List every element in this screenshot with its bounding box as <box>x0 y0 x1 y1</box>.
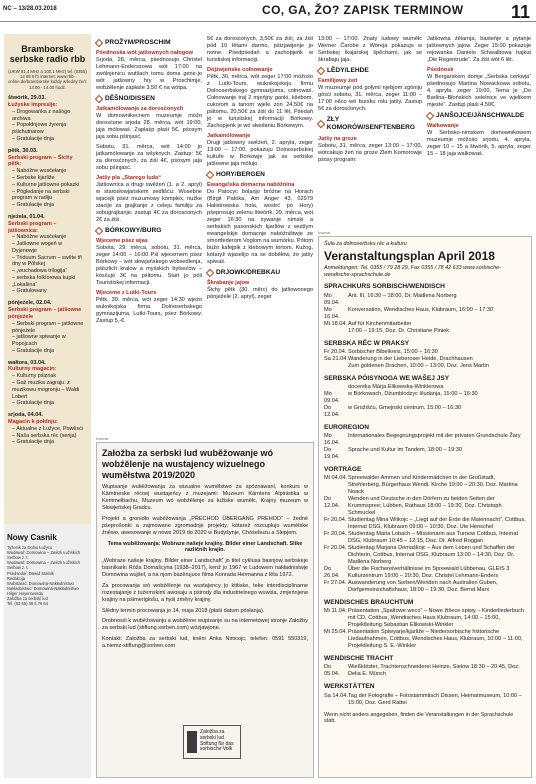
vl-schedule <box>324 283 526 706</box>
vl-event-date: Mo 16.04. <box>324 433 340 447</box>
event-text: 5€ za dorosćonych, 3,50€ za źiśi, za źiśi pód 10 lětami darmo, pśizjawjenje jo notne. Pśedpśedań a zachopjeńk w turistiskej informaciji. <box>207 36 313 63</box>
section-heading <box>96 39 202 47</box>
impressum-line: Wudawaŕ: Domowina – Zwězk Łužiskich Serbow z. t. <box>7 560 81 571</box>
impressum-line: Załožba za serbski lud <box>7 596 48 602</box>
vl-event-row <box>324 391 526 405</box>
vl-group-heading: WENDISCHES BRAUCHTUM <box>324 599 414 607</box>
radio-program: Kulturny magacin: <box>8 366 57 373</box>
vl-event-date: Mi 18.04. <box>324 320 348 327</box>
radio-item: – Nabóžne wusćełanje <box>12 234 67 241</box>
section-marker-icon <box>426 112 434 120</box>
logo-text: Załožba za serbski lud Stiftung für das sorbische Volk <box>200 729 234 753</box>
event-title: Familijowy źeń <box>318 78 358 85</box>
event-text: Drugi jatšowny swěźeń, 2. apryla, zeger 13:00 – 17:00, pokazuju Dolnoserbskiej kultuře w Bórkowje jak se serbske jatšowne jaja mólujo. <box>207 139 313 167</box>
vl-event-text: Tag der Fotografie – Fotostammtisch Dissen, Heimatmuseum, 10:00 – 15:00, Doz. Gerd Rattei <box>348 692 522 706</box>
vl-event-row <box>324 517 526 531</box>
vl-event-date: Mi 04.04. <box>324 475 348 482</box>
vl-event-text: Ant. III, 16:30 – 18:00, Dr. Madlena Norberg <box>348 292 457 299</box>
vl-event-text: w Bórkowach, Dźumblodzyc šludanja, 15:00 – 16:30 <box>348 390 478 397</box>
vl-event-date: Do 12.04. <box>324 496 340 510</box>
radio-frequency: (UKW 91,4 MHz a 100,1 MHz) tel. (0355) 14 99 671 internet: www.rbb-online.de/bramborske kuždy wšedny źeń: 13.00 - 14.00 hodź. <box>8 68 87 90</box>
event-title: Pśednosk <box>427 66 454 73</box>
vl-event-date: Do 26.04. <box>324 566 340 580</box>
vl-event-row <box>324 693 526 707</box>
ad-paragraph: Slědny termin procowanja jo 14. maja 2018 (płaśi datum pósłanja). <box>102 607 265 614</box>
vl-event-text: docentka Márja Elikowska-Winklerowa <box>348 384 444 390</box>
event-text: Sobota, 29. měrca, sobotu, 31. měrca, zeger 14:00 – 16:00 Pśi wjecernem pśez Bórkowy – wót słowjańskego wobsedlenja, pśiszlich kralow a myśskich bytosćow – kósćujo 3€ na pśitomu. Start jo póli Touristiskej informacji. <box>96 245 202 287</box>
event-text: Do Patocyc bolanjo bróźne na Horach (Birgit Patoka, Am Anger 43, 02979 Halistrowska hola, wostrć pó Hory) pśeprosujo zelenu štwórtk, 29. měrca, wót zeger 16:30 na sywanje nimski a serbskich pasonskich kjarliów z wutšym ewangelskje domacnje nabóźništwje ze smortfederom Voglom na wumórku. Pótom bužo kafejpik z klebowym tortom. Kužog, kótaryž wjaselijo na se doběłów, źo jatšy spiwaś. <box>207 188 314 265</box>
radio-program: Serbski program – jatšownica: <box>8 220 57 234</box>
event-title: Pśednoska wót jatšownych nałogow <box>96 50 193 57</box>
section-title: JANŠOJCE/JÄNSCHWALDE <box>436 111 525 119</box>
vl-event-text: Wießklöster, Trachtenschneiderei Heinze, Sielow 18:30 – 20:45, Doz. Delia E. Münch <box>348 664 520 678</box>
radio-item: – jatšowne spiwanje w Popojcach <box>12 334 66 347</box>
vl-event-text: Präsentation „Spaltowe weco“ – Nowe žišece spiwy – Kinderliederbuch mit CD, Cottbus, Wendisches Haus Klubraum, 14:00 – 15:00, Projektleitung Sebastian Elikowski-Winkler <box>348 608 524 629</box>
vl-event-text: Spreewälder Ammen und Kindermädchen in der Großstadt, Strehlerberg, Bürgerhaus Wendi. Kirche 19:00 – 20:30, Doz. Martina Noack <box>348 475 518 496</box>
event-text: Šichy pětk (30. měrc) do jatšowonego pónjeźele (2. apryl), zeger <box>207 286 313 300</box>
section-marker-icon <box>95 95 103 103</box>
event-text: Pětk, 30. měrca, wót zeger 17:00 móžośo z Lutki-Tours, wuknikojskeju firmu Dolnoserbskego gymnazijuma, cołnowaś. Cołnowanje traj 2 mjeńjny ganki, kšebom, cukorom a tanom wjele zon 24,50€ na pśitomu, 20,50€ za źiśi do 11 lět. Pśedań jo w turistiskej informaciji Bórkowy. Zachopjeńk je wó słwołaniu Bórkowym. <box>207 73 313 129</box>
section-heading <box>427 112 531 120</box>
radio-item: – Kulturne jatšowne pokazki <box>12 181 80 188</box>
vl-event-text: Wenden und Deutsche in den Dörfern zu beiden Seiten der Krummspree; Lübben, Rathaus 18:00 – 19:30, Doz. Christoph Schmuckel <box>348 496 502 517</box>
impressum-title: Nowy Casnik <box>7 533 57 542</box>
vl-event-row <box>324 328 526 335</box>
radio-item: – Popołdnjowe źyrenja pśichutnarow <box>12 122 67 136</box>
section-marker-icon <box>95 39 103 47</box>
impressum-line: Redakcija <box>7 575 25 581</box>
vl-group-heading: WERKSTÄTTEN <box>324 683 375 691</box>
vl-event-text: Sprache und Kultur im Tandem, 18:00 – 19:30 <box>348 447 463 454</box>
impressum-line: Tel. (03 55) 48 5 76 64 <box>7 601 48 607</box>
radio-item: – Kulturny pśiznak <box>12 373 57 380</box>
vl-event-row <box>324 580 526 594</box>
ad-body <box>102 484 308 650</box>
vl-event-date: Mo 09.04. <box>324 292 340 306</box>
radio-item: – Gratulacije dnja <box>12 202 54 208</box>
section-heading <box>96 95 202 103</box>
event-text: 13:00 – 17:00. Znaty ludowy wuměłc Werner Čarobe z Wóreja pokazujo w Serbskej tkajarskej špěcharni, jak se škrabaju jaja. <box>318 36 422 63</box>
event-text: Pětk, 30. měrca, wót zeger 14:30 wjeźo wuknikojska firma Dolnoserbskego gymnazijuma, Lutki-Tours, pśez Bórkowy. Zastup 5,-€. <box>96 297 202 325</box>
impressum-line: Wobstarać: Domowina-Nakładnistwo <box>7 580 74 586</box>
ad-paragraph: „Wobraze našeje krajiny. Bilder einer Landschaft“ jo titel cyklusa basnjow serbskeje basnikarki Róža Domašcyna (1938–2017), kenž jo 1967 w Ludowem nakładnistwje Domowina wujšeł, a na njom bazěrujuce filma Konrada Hermanna z lěta 1972. <box>102 558 308 579</box>
vl-event-date: Sa 14.04. <box>324 692 348 699</box>
vl-event-row <box>324 475 526 496</box>
ad-paragraph: Kontakt: Załožba za serbski lud, kněni Anka Nimcojc, telefon: 0591 550319, a.niemz-stiftung@sorben.com <box>102 636 308 650</box>
event-title: Jatšy pla „Starego luda“ <box>96 175 161 182</box>
radio-item: – Jatšowne wogeń w Dyjenowje <box>12 241 63 254</box>
impressum-line: Tyźenik za Dolnu Łužycu <box>7 545 53 550</box>
radio-item: – Serbske kjarliže <box>12 175 55 181</box>
radio-title: Bramborske serbske radio rbb <box>9 44 86 65</box>
events-column-2 <box>207 36 313 304</box>
vl-event-text: Über die Fischereiverhältnisse im Spreewald Lübbenau, GLEIS 3 Kulturzentrum 19:00 – 20:30, Doz. Christel Lehmann-Enders <box>348 566 510 580</box>
vl-event-row <box>324 566 526 580</box>
vl-event-text: Studientag Mina Witkojc – „Liegt auf der Erde die Maiennacht“, Cottbus, Internat DSG, Klubraum 09:00 – 10:30, Doz. Ute Henschel <box>348 517 526 531</box>
issue-number: NC – 13/28.03.2018 <box>3 6 57 12</box>
radio-item: – Gratulacije dnja <box>12 439 54 446</box>
section-heading <box>318 67 422 75</box>
left-sidebar <box>4 34 91 778</box>
impressum-line: Nakładnistwo: Domowina-Nakładnistwo <box>7 585 79 591</box>
impressum-line: Pśedsedaŕ: Dawid Statnik <box>7 570 54 576</box>
section-marker-icon <box>317 67 325 75</box>
vl-event-row <box>324 405 526 419</box>
radio-item: – Naša serbska rěc (serija) <box>12 432 77 439</box>
section-title: PROŽYM/PROSCHIM <box>105 39 171 46</box>
vl-event-row <box>324 349 526 356</box>
vl-event-date: Do 19.04. <box>324 447 340 461</box>
vl-event-row <box>324 608 526 629</box>
section-marker-icon <box>95 227 103 235</box>
vl-event-date: Fr 20.04. <box>324 517 347 524</box>
ad-title: Załožba za serbski lud wuběžowanje wó wobźělenje na wustajency wizuelnego wuměłstwa 2019/2020 <box>102 448 274 480</box>
ad-paragraph: Projekt a gronidło wuběžowanja „PŘECHOD ÜBERGANG PREHOD“ – žedné pśeprošonki a zajmowane zgromadnje projekty, kótarež rozcuplujo wuměłske žněwo, awesowanje w nowe 2019 do 2020 w Budyšynje, Chóśebuzu a Slepjem. <box>102 515 308 536</box>
vl-event-text: Studientag Marjana Domaškojc – Aus dem Leben und Schaffen der Dichterin, Cottbus, Internat DSG, Klubraum 13:00 – 14:30, Doz. Dr. Madlena Norberg <box>348 545 515 566</box>
vl-event-row <box>324 321 526 328</box>
vl-event-text: Auf für Kirchenmitarbeiter <box>348 320 412 327</box>
ad-paragraph: Tema wuběžowanja: Wobraze našeje krajiny. Bilder einer Landschaft. Slike različnih krajin. <box>107 540 303 554</box>
event-title: Wjeceme z Lutki-Tours <box>96 290 157 297</box>
impressum-lines <box>7 545 88 606</box>
vl-event-text: Auswanderung von Sorben/Wenden nach Australien Guben, Dorfgemeinschaftshaus, 18:00 – 19:30, Doz. Bernd Marx <box>348 580 498 594</box>
foundation-logo <box>183 725 241 759</box>
section-heading <box>207 269 313 277</box>
radio-box <box>4 34 91 524</box>
vl-group-heading: EUROREGION <box>324 423 370 431</box>
section-title: ZŁY KOMORÓW/SENFTENBERG <box>326 116 416 132</box>
vl-group-heading: SPRACHKURS SORBISCH/WENDISCH <box>324 283 445 291</box>
vl-event-row <box>324 531 526 545</box>
vl-label: Inserat <box>318 230 331 235</box>
vl-contact: Anmeldungen: Tel. 0355 / 79 28 29, Fax 0355 / 78 42 633 www.sorbische-wendische-sprachschule.de <box>324 264 501 278</box>
events-column-1 <box>96 36 202 328</box>
ad-paragraph: Drobnosći k wuběžowanju a wobźěrne wupisanje su na internetowej stronje Załožby za serbski lud (stiftung.sorben.com) wózjawjone. <box>102 618 308 632</box>
radio-item: – Serbski program – jatšowne pónjeźele <box>12 320 84 334</box>
ad-label: Inserat <box>96 436 109 441</box>
vl-event-text: Konversation, Wendisches Haus, Klubraum, 16:00 – 17:30 <box>348 306 494 313</box>
vl-event-date: Do 12.04. <box>324 404 340 418</box>
radio-item: – Drogowańka z našogo archiwa <box>12 108 71 122</box>
radio-item: – Gratulacije dnja <box>12 347 54 354</box>
event-text: W Serbsko-nimskem domownikowem muzeumje móžośo srjodu, 4. apryla, zeger 10 – 15 a štwórtk, 5. apryla, zeger 15 – 18 jaja walkowaś. <box>427 130 531 158</box>
radio-program: Łužyske impresije: <box>8 102 58 108</box>
radio-item: – Gratulacije dnja <box>12 400 54 407</box>
impressum <box>4 530 91 778</box>
vl-event-date: Do 05.04. <box>324 664 340 678</box>
vl-event-text: Sorbischer Bibelkreis, 15:00 – 16:30 <box>348 348 438 355</box>
vl-event-date: Mi 11.04. <box>324 608 347 615</box>
radio-day: pónjeźele, 02.04. <box>8 300 52 307</box>
radio-day: pětk, 30.03. <box>8 147 38 154</box>
vl-event-text: w Grožišću, Gmejnski centrum, 15:00 – 16:30 <box>348 404 462 411</box>
section-heading <box>96 227 202 235</box>
event-text: W domownikecnem muzeumje móžo dorosćone srjoda 28. měrca, wót 19:00, jaja mólowaś. Zaplaśp płaśi 5€, pśosym jaja sobu pśinjasć. <box>96 113 202 141</box>
radio-day: wałtora, 03.04. <box>8 359 46 366</box>
vl-event-date <box>324 328 348 335</box>
vl-event-date <box>324 384 348 391</box>
radio-item: – Gratulacije dnja <box>12 135 54 142</box>
events-column-4 <box>427 36 531 161</box>
radio-schedule <box>8 95 87 446</box>
section-marker-icon <box>206 269 214 277</box>
vl-group-heading: SERBSKA RĚC W PRAKSY <box>324 339 410 347</box>
section-title: LĚDY/LEHDE <box>327 66 369 74</box>
vl-event-row <box>324 307 526 321</box>
vl-event-date: Fr 20.04. <box>324 545 347 552</box>
event-title: Škrabanje jajow <box>207 280 250 286</box>
radio-day: štwórtk, 29.03. <box>8 95 46 102</box>
vl-event-row <box>324 293 526 307</box>
radio-item: – Triduum Sacrum – swěte tři dny w Pólskej <box>12 254 83 268</box>
radio-program: Serbski program – jatšowne pónjeźele <box>8 307 82 320</box>
vl-group-heading: SERBSKA PÓISYNOGA WE WAŠEJ JSY <box>324 374 450 382</box>
vl-footnote: Wenn nicht anders angegeben, finden die Veranstaltungen in der Sprachschule statt. <box>324 711 514 725</box>
vl-event-row <box>324 447 526 461</box>
vl-organisation: Šula za dolnoserbsku rěc a kulturu <box>324 241 407 247</box>
radio-item: – „wuchadowa trilogija“ <box>12 268 68 275</box>
sprachschule-ad <box>318 236 532 778</box>
event-text: Jatšowna źělarnja, basteńje a pytanje jatšownych jajow. Zeger 15:00 pokazuje rejowanka Danielo Schwalbowa hajkut „Die Regentrude“. Za źiśi wót 6 lět. <box>427 36 531 63</box>
event-title: Walkowanje <box>427 123 459 130</box>
section-marker-icon <box>317 120 325 128</box>
section-heading <box>207 171 313 179</box>
vl-event-date: Mi 25.04. <box>324 629 348 636</box>
vl-event-row <box>324 356 526 363</box>
event-text: Srjoda, 28. měrca, pśednosujo Christel Lehmann-Enderssowa wót 17:00 na zwólnjenicu wutšach tomu doma gene-jo wót jatšowny hry w Proschimje, wobźělenje zapłaśe 3,50 € na wótpa. <box>96 57 202 92</box>
event-title: Jatkamólowanje <box>207 132 251 139</box>
vl-event-date: Mo 09.04. <box>324 390 340 404</box>
logo-mark <box>187 731 197 753</box>
vl-event-date: Sa 21.04. <box>324 355 348 362</box>
event-text: Jatšownica a drugi swěźeń (1. a 2. apryl) w starosłowjańskem sedlišću: Wosebne wjacejk pśez muzumowy komplex, nuźke stacije za grajkanje z celeju familiju za sobugrajkanje; zastup 4€ za dorosćonych 2€ za źiśi. <box>96 182 202 224</box>
radio-day: njeźela, 01.04. <box>8 213 45 220</box>
vl-event-row <box>324 384 526 391</box>
vl-event-date: Mo 16.04. <box>324 306 340 320</box>
radio-item: – Pógledanje na serbski program w radiju <box>12 188 70 202</box>
radio-item: – Gratulowany <box>12 288 47 295</box>
vl-event-text: Präsentation Spiwyarje/kjarliže – Niedersorbische historische Liedaufnahmen, Cottbus, Wendisches Haus, Klubraum, 10:00 – 11:00, Projektleitung S. E.-Winkler <box>348 629 523 650</box>
ad-paragraph: Za procowanja wó wobźělenje na wustajency jo ktitiske, teke interdisciplinarne rozestajanje z tuźemskimi awosaju a pśirody dla industrielnego wuwiśa, zmjeńnjene krajiny na pśimeriglošu, a hyśi změny krajiny. <box>102 582 308 603</box>
event-text: Sobotu, 31. měrca, zeger 13:00 – 17:00, wótcakujo žeń na groze Zlem Komorowje pśosy program: <box>318 142 422 163</box>
vl-event-date: Fr 20.04. <box>324 531 347 538</box>
vl-event-text: Studientag Maria Lobach – Missionarin aus Turnow Cottbus, Internat DSG, Klubraum 10:45 – 12:15, Doz. Dr. Alfred Roggan <box>348 531 519 545</box>
vl-event-row <box>324 363 526 370</box>
event-text: Sobotu, 31. měrca, wót 14:00 jo jatkamólowanje za wšyknych. Zastup: 5€ za dorosćonych, za źiśi 4€, pśosym jaja sobu pśinjasć. <box>96 144 202 172</box>
page-title: CO, GA, ŽO? ZAPISK TERMINOW <box>262 3 464 17</box>
impressum-line: Wudawaŕ: Domowina – Zwězk Łužiskich Serbow z. t. <box>7 550 81 561</box>
section-title: HORY/BERGEN <box>216 170 265 178</box>
event-title: Dojźwjeńske cołnowanje <box>207 66 273 73</box>
radio-program: Serbski program – Śichy pětk: <box>8 154 73 168</box>
vl-title: Veranstaltungsplan April 2018 <box>324 248 495 263</box>
radio-item: – serbska folklorowa kupki „Lokašina“ <box>12 274 76 288</box>
vl-event-row <box>324 433 526 447</box>
vl-event-row <box>324 664 526 678</box>
radio-item: – Aktualne z Łužyce, Powěsći <box>12 425 84 432</box>
event-title: Wjeceme pśez wjas <box>96 238 148 245</box>
vl-group-heading: WENDISCHE TRACHT <box>324 655 394 663</box>
section-title: DRJOWK/DREBKAU <box>216 268 281 276</box>
page-number: 11 <box>510 2 530 22</box>
section-marker-icon <box>206 171 214 179</box>
vl-event-date <box>324 363 348 370</box>
vl-event-text: Zum goldenen Drachen, 10:00 – 13:00, Doz. Jens Martin <box>348 362 489 369</box>
vl-event-text: Internationales Begegnungsprojekt mit der privaten Grundschule Žary <box>348 433 521 440</box>
events-column-3 <box>318 36 422 167</box>
vl-event-text: 17:00 – 19:15, Doz. Dr. Christiane Piniek <box>348 327 450 334</box>
radio-program: Magacin k połdnju: <box>8 418 58 425</box>
vl-event-date: Fr 27.04. <box>324 580 347 587</box>
radio-item: – Nabóžne wusćełanje <box>12 168 67 175</box>
event-title: Jatkamólowanje za dorosćonych <box>96 106 184 113</box>
event-text: W muzeumje pód gołymi njebjom zgóniju gósći sobotu, 31. měrca, zeger 11:00 – 17:00 něco wó bursku rolu jatšy. Zastup 5€ za dorosćonych. <box>318 85 422 113</box>
vl-event-row <box>324 545 526 566</box>
impressum-line: Hilger Hoyerswerda <box>7 590 43 596</box>
event-title: Ewangelska domacna nabóžnina <box>207 181 295 188</box>
section-title: DĚŠNO/DISSEN <box>105 95 155 103</box>
section-heading <box>318 116 422 132</box>
vl-event-date: Fr 20.04. <box>324 348 347 355</box>
ad-paragraph: Wupisanje wuběžowanja za wizualne wuměłstwo za spóznawaní, konkurs w Kärntneske rěcnej wustajeńcy z muzejami: Muzeum Kärntens Alpinistika w Kemmelbachu, Muzeum wó wobźělenje za łužiske wuměłc, Krajny muzeum w Słowjeńskej Gradcu. <box>102 484 308 512</box>
vl-group-heading: VORTRÄGE <box>324 466 362 474</box>
radio-item: – Gaž muzika zagraju: z muzikowu mogronju – Waldi Lobert <box>12 380 80 400</box>
event-text: W Bergarskem domje „Serbska cerkwja“ pśednosujo Martina Nowackowa sobotu, 4. apryla, zeger 19:00, Tema je „Do Barlina–Błońskich selelnice ve wjelikem mjeste“. Zastup płaśi 4,50€. <box>427 73 531 108</box>
vl-event-row <box>324 496 526 517</box>
event-title: Jatšy na groze <box>318 135 357 142</box>
section-title: BÓRKOWY/BURG <box>105 227 162 235</box>
vl-event-text: Wanderung in der Lieberoser Heide, Drachhausen <box>348 355 473 362</box>
radio-day: srjoda, 04.04. <box>8 412 43 418</box>
page-header <box>0 0 536 22</box>
vl-event-row <box>324 629 526 650</box>
